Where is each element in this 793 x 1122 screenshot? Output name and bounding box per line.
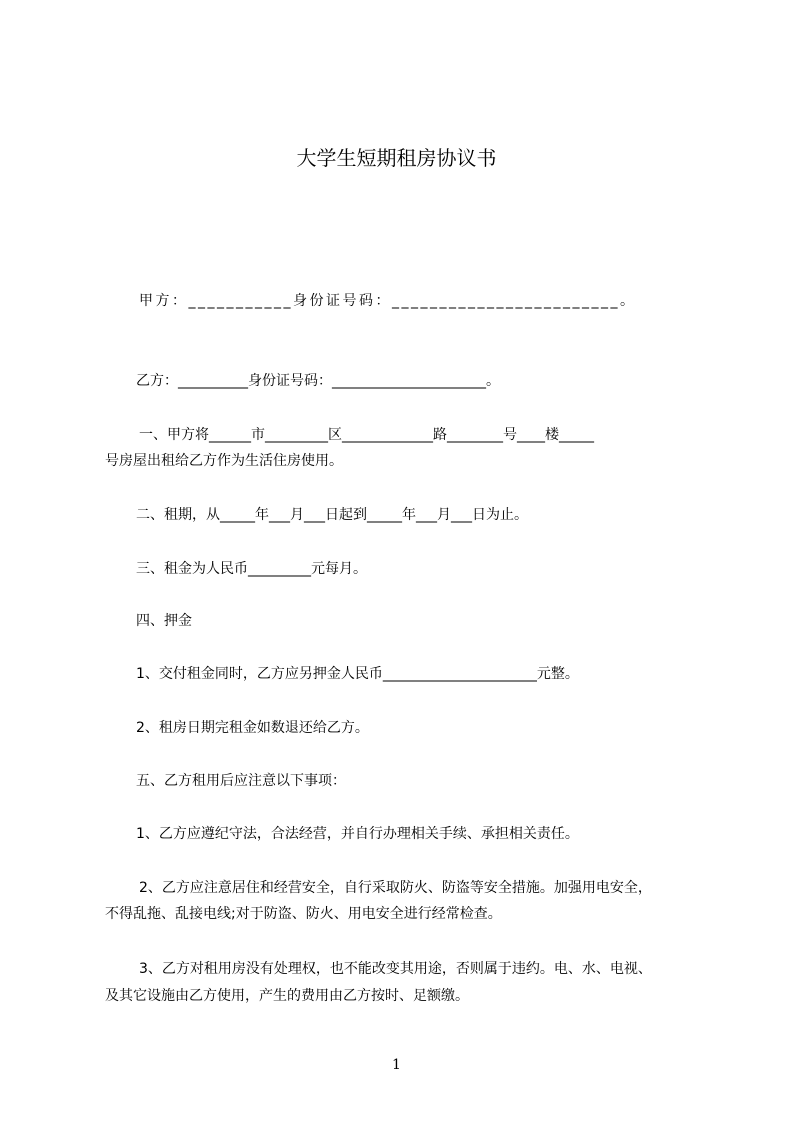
clause-1-line-2: 号房屋出租给乙方作为生活住房使用。	[105, 453, 343, 469]
clause-5-item-2-line-1: 2、乙方应注意居住和经营安全，自行采取防火、防盗等安全措施。加强用电安全，	[139, 880, 652, 896]
clause-4-heading: 四、押金	[136, 613, 192, 629]
clause-5-item-2-line-2: 不得乱拖、乱接电线;对于防盗、防火、用电安全进行经常检查。	[105, 906, 502, 922]
clause-4-item-2: 2、租房日期完租金如数退还给乙方。	[136, 720, 369, 736]
clause-1-line-1: 一、甲方将______市_________区_____________路________号____楼_____	[139, 427, 594, 443]
clause-4-item-1: 1、交付租金同时，乙方应另押金人民币______________________元整。	[136, 666, 579, 682]
page-number: 1	[392, 1057, 401, 1073]
document-title: 大学生短期租房协议书	[296, 146, 497, 170]
clause-2: 二、租期，从_____年___月___日起到_____年___月___日为止。	[136, 507, 528, 523]
clause-5-item-3-line-1: 3、乙方对租用房没有处理权，也不能改变其用途，否则属于违约。电、水、电视、	[139, 961, 652, 977]
clause-3: 三、租金为人民币_________元每月。	[136, 561, 367, 577]
clause-5-item-3-line-2: 及其它设施由乙方使用，产生的费用由乙方按时、足额缴。	[105, 988, 469, 1004]
clause-5-heading: 五、乙方租用后应注意以下事项：	[136, 773, 346, 789]
clause-5-item-1: 1、乙方应遵纪守法，合法经营，并自行办理相关手续、承担相关责任。	[136, 826, 579, 842]
party-b-line: 乙方：__________身份证号码：______________________。	[136, 373, 500, 389]
party-a-line: 甲方：___________身份证号码：________________________。	[139, 293, 637, 309]
